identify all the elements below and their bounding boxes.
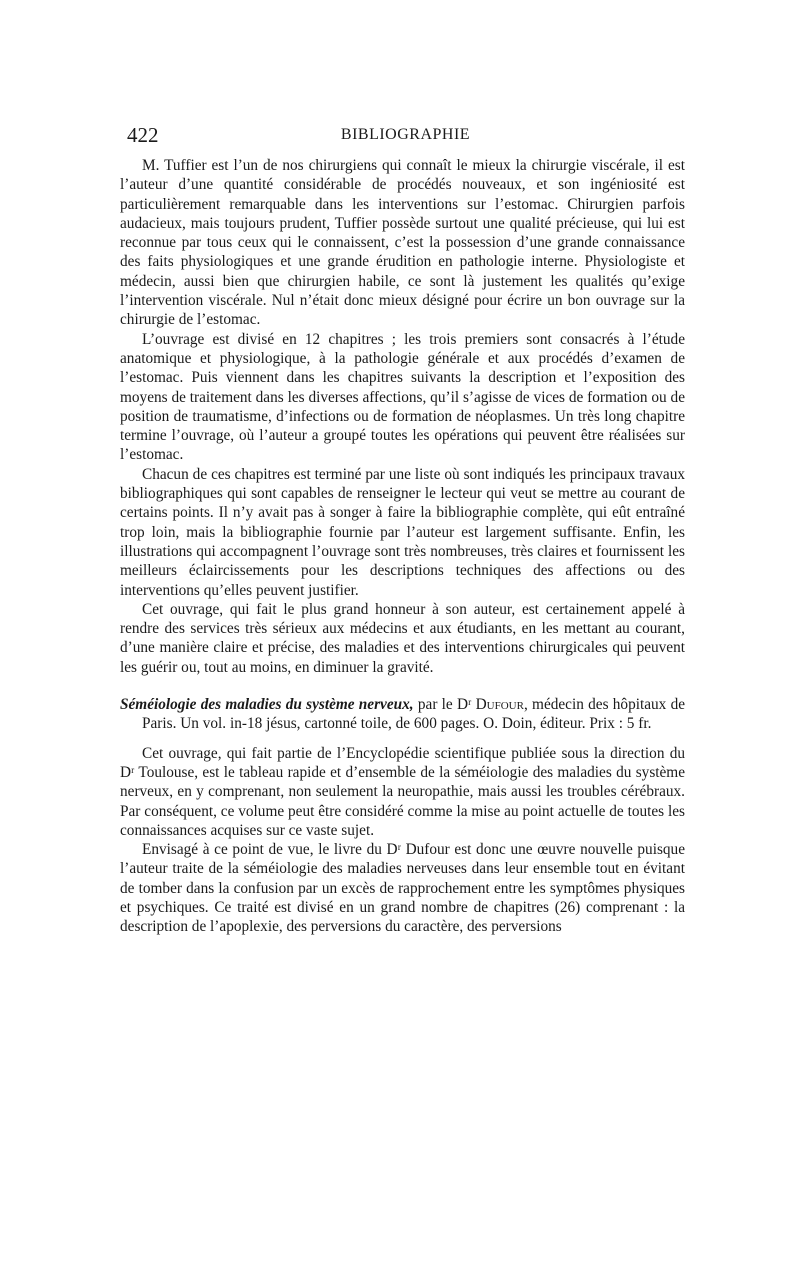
review-title: Séméiologie des maladies du système nerveux,: [120, 696, 414, 714]
paragraph-encyclopedie: Cet ouvrage, qui fait partie de l’Encyclopédie scientifique publiée sous la direction du Dʳ Toulouse, est le tableau rapide et d’ensemble de la séméiologie des maladies du système nerveux, en y comprenant, non seulement la neuropathie, mais aussi les troubles cérébraux. Par conséquent, ce volume peut être considéré comme la mise au point actuelle de toutes les connaissances acquises sur ce vaste sujet.: [120, 744, 685, 839]
page-number: 422: [127, 123, 159, 147]
paragraph-tuffier-intro: M. Tuffier est l’un de nos chirurgiens qui connaît le mieux la chirurgie viscérale, il est l’auteur d’une quantité considérable de procédés nouveaux, et son ingéniosité est particulièrement remarquable dans les interventions sur l’estomac. Chirurgien parfois audacieux, mais toujours prudent, Tuffier possède surtout une qualité précieuse, qui lui est reconnue par tous ceux qui le connaissent, c’est la possession d’une grande connaissance des faits physiologiques et une grande érudition en pathologie interne. Physiologiste et médecin, aussi bien que chirurgien habile, ce sont là justement les qualités qu’exige l’intervention viscérale. Nul n’était donc mieux désigné pour écrire un bon ouvrage sur la chirurgie de l’estomac.: [120, 157, 685, 329]
review-author-role: médecin: [532, 696, 584, 714]
review-publisher-price: O. Doin, éditeur. Prix : 5 fr.: [483, 715, 652, 733]
paragraph-dufour-work: Envisagé à ce point de vue, le livre du Dʳ Dufour est donc une œuvre nouvelle puisque l’auteur traite de la séméiologie des maladies nerveuses dans leur ensemble tout en évitant de tomber dans la confusion par un excès de rapprochement entre les symptômes physiques et psychiques. Ce traité est divisé en un grand nombre de chapitres (26) comprenant : la description de l’apoplexie, des perversions du caractère, des perversions: [120, 841, 685, 936]
page-header: [127, 123, 684, 149]
page-body: [120, 156, 685, 937]
review-author-name: Dufour,: [475, 696, 528, 714]
running-head: BIBLIOGRAPHIE: [340, 126, 471, 143]
review-entry: [120, 695, 685, 734]
review-author-prefix: Dʳ: [456, 696, 472, 714]
review-by: par le: [417, 696, 453, 714]
review-publication-details: des hôpitaux de Paris. Un vol. in-18 jésus, cartonné toile, de 600 pages.: [142, 696, 686, 733]
paragraph-conclusion: Cet ouvrage, qui fait le plus grand honneur à son auteur, est certainement appelé à rendre des services très sérieux aux médecins et aux étudiants, en les mettant au courant, d’une manière claire et précise, des maladies et des interventions chirurgicales qui peuvent les guérir ou, tout au moins, en diminuer la gravité.: [120, 600, 685, 676]
review-first-line: [120, 696, 588, 713]
paragraph-bibliography: Chacun de ces chapitres est terminé par une liste où sont indiqués les principaux travaux bibliographiques qui sont capables de renseigner le lecteur qui veut se mettre au courant de certains points. Il n’y avait pas à songer à faire la bibliographie complète, qui eût entraîné trop loin, mais la bibliographie fournie par l’auteur est largement suffisante. Enfin, les illustrations qui accompagnent l’ouvrage sont très nombreuses, très claires et fournissent les meilleurs éclaircissements pour les descriptions techniques des affections ou des interventions qu’elles peuvent justifier.: [120, 465, 685, 599]
paragraph-chapters: L’ouvrage est divisé en 12 chapitres ; les trois premiers sont consacrés à l’étude anatomique et physiologique, à la pathologie générale et aux procédés d’examen de l’estomac. Puis viennent dans les chapitres suivants la description et l’exposition des moyens de traitement dans les diverses affections, qu’il s’agisse de vices de formation ou de position de traumatisme, d’infections ou de formation de néoplasmes. Un très long chapitre termine l’ouvrage, où l’auteur a groupé toutes les opérations qui peuvent être réalisées sur l’estomac.: [120, 330, 685, 464]
